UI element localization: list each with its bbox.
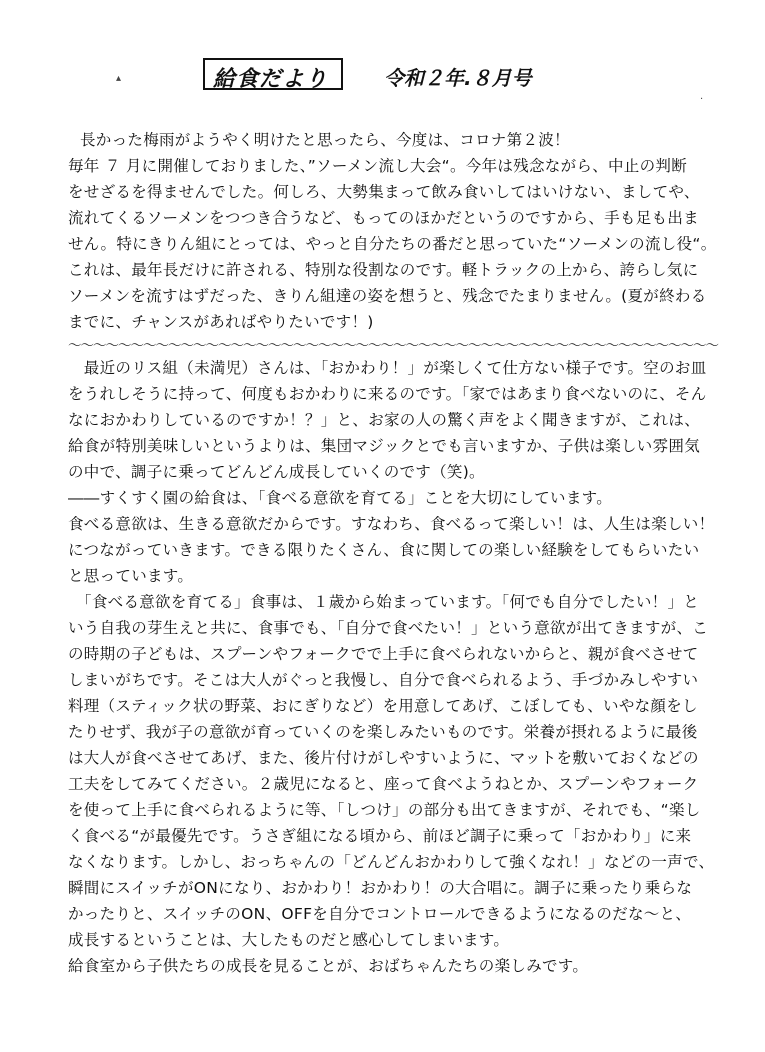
issue-date: 令和２年.８月号: [384, 66, 532, 90]
paragraph-line: ――すくすく園の給食は、「食べる意欲を育てる」ことを大切にしています。: [68, 489, 613, 507]
page-title: 給食だより: [213, 67, 329, 92]
title-box: [203, 58, 343, 90]
paragraph-line: 成長するということは、大したものだと感心してしまいます。: [68, 931, 510, 949]
paragraph-line: と思っています。: [68, 567, 194, 585]
paragraph-line: の時期の子どもは、スプーンやフォークでで上手に食べられないからと、親が食べさせて: [68, 645, 699, 663]
paragraph-line: は大人が食べさせてあげ、また、後片付けがしやすいように、マットを敷いておくなどの: [68, 749, 699, 767]
paragraph-line: を使って上手に食べられるように等、「しつけ」の部分も出てきますが、それでも、“楽し: [68, 801, 701, 819]
paragraph-line: かったりと、スイッチのON、OFFを自分でコントロールできるようになるのだな～と、: [68, 905, 692, 923]
paragraph-line: 「食べる意欲を育てる」食事は、１歳から始まっています。「何でも自分でしたい！」と: [68, 593, 700, 611]
paragraph-line: ソーメンを流すはずだった、きりん組達の姿を想うと、残念でたまりません。(夏が終わる: [68, 287, 707, 305]
paragraph-line: なくなります。しかし、おっちゃんの「どんどんおかわりして強くなれ！」などの一声で、: [68, 853, 715, 871]
paragraph-line: いう自我の芽生えと共に、食事でも、「自分で食べたい！」という意欲が出てきますが、こ: [68, 619, 709, 637]
paragraph-line: につながっていきます。できる限りたくさん、食に関しての楽しい経験をしてもらいたい: [68, 541, 700, 559]
paragraph-line: 最近のリス組（未満児）さんは、「おかわり！」が楽しくて仕方ない様子です。空のお皿: [68, 359, 707, 377]
paragraph-line: 給食室から子供たちの成長を見ることが、おばちゃんたちの楽しみです。: [68, 957, 589, 975]
scan-speck: ▴: [116, 73, 122, 84]
paragraph-line: 毎年 ７ 月に開催しておりました、”ソーメン流し大会“。今年は残念ながら、中止の判断: [68, 157, 687, 175]
paragraph-line: の中で、調子に乗ってどんどん成長していくのです（笑)。: [68, 463, 485, 481]
paragraph-line: 工夫をしてみてください。２歳児になると、座って食べようねとか、スプーンやフォーク: [68, 775, 699, 793]
paragraph-line: までに、チャンスがあればやりたいです！): [68, 313, 374, 331]
paragraph-line: これは、最年長だけに許される、特別な役割なのです。軽トラックの上から、誇らし気に: [68, 261, 699, 279]
paragraph-line: 流れてくるソーメンをつつき合うなど、もってのほかだというのですから、手も足も出ま: [68, 209, 699, 227]
wave-divider: 〜〜〜〜〜〜〜〜〜〜〜〜〜〜〜〜〜〜〜〜〜〜〜〜〜〜〜〜〜〜〜〜〜〜〜〜〜〜〜〜〜〜〜〜〜〜〜〜〜〜〜〜: [68, 338, 718, 354]
paragraph-line: 瞬間にスイッチがONになり、おかわり！おかわり！の大合唱に。調子に乗ったり乗らな: [68, 879, 693, 897]
paragraph-line: 給食が特別美味しいというよりは、集団マジックとでも言いますか、子供は楽しい雰囲気: [68, 437, 701, 455]
paragraph-line: せん。特にきりん組にとっては、やっと自分たちの番だと思っていた“ソーメンの流し役“。: [68, 235, 717, 253]
paragraph-line: 食べる意欲は、生きる意欲だからです。すなわち、食べるって楽しい！は、人生は楽しい！: [68, 515, 715, 533]
paragraph-line: 料理（スティック状の野菜、おにぎりなど）を用意してあげ、こぼしても、いやな顔をし: [68, 697, 698, 715]
paragraph-line: く食べる“が最優先です。うさぎ組になる頃から、前ほど調子に乗って「おかわり」に来: [68, 827, 692, 845]
paragraph-line: 長かった梅雨がようやく明けたと思ったら、今度は、コロナ第２波！: [80, 131, 570, 149]
scan-speck: ·: [700, 94, 704, 105]
paragraph-line: をうれしそうに持って、何度もおかわりに来るのです。「家ではあまり食べないのに、そん: [68, 385, 707, 403]
paragraph-line: たりせず、我が子の意欲が育っていくのを楽しみたいものです。栄養が摂れるように最後: [68, 723, 698, 741]
paragraph-line: しまいがちです。そこは大人がぐっと我慢し、自分で食べられるよう、手づかみしやすい: [68, 671, 699, 689]
paragraph-line: なにおかわりしているのですか！？」と、お家の人の驚く声をよく聞きますが、これは、: [68, 411, 701, 429]
paragraph-line: をせざるを得ませんでした。何しろ、大勢集まって飲み食いしてはいけない、ましてや、: [68, 183, 700, 201]
